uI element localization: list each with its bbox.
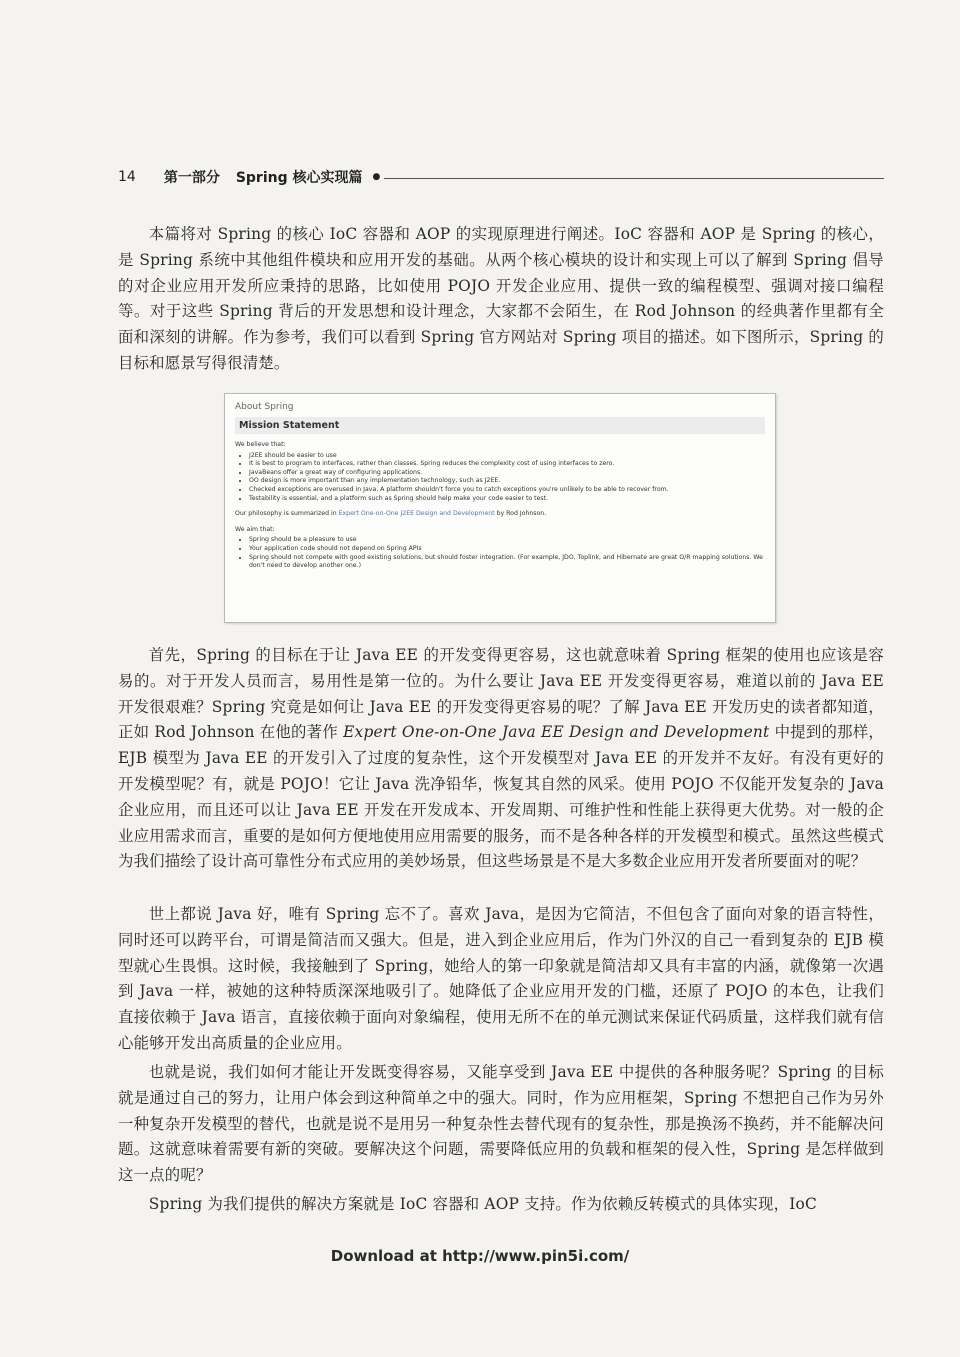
figure-aims-list [235,536,765,570]
list-item: • Testability is essential, and a platform such as Spring should help make your code easier to test. [249,495,765,504]
spring-mission-figure [224,393,776,623]
section-title: Spring 核心实现篇 [235,170,363,186]
book-title: Expert One-on-One Java EE Design and Development [343,723,770,742]
figure-heading: Mission Statement [235,417,765,434]
figure-title: About Spring [235,402,294,412]
paragraph-spring-goal-part1: 首先，Spring 的目标在于让 Java EE 的开发变得更容易，这也就意味着 Spring 框架的使用也应该是容易的。对于开发人员而言，易用性是第一位的。为什么要让 Java EE 开发变得更容易，难道以前的 Java EE 开发很艰难？Spring 究竟是如何让 Java EE 的开发变得更容易的呢？了解 Java EE 开发历史的读者都知道，正如 Rod Johnson 在他的著作 [118,646,884,742]
figure-beliefs-list [235,452,765,504]
philosophy-prefix: Our philosophy is summarized in [235,510,339,518]
list-item: • Checked exceptions are overused in Java. A platform shouldn't force you to catch exceptions you're unlikely to be able to recover from. [249,486,765,495]
paragraph-simplicity: 也就是说，我们如何才能让开发既变得容易，又能享受到 Java EE 中提供的各种服务呢？Spring 的目标就是通过自己的努力，让用户体会到这种简单之中的强大。同时，作为应用框架，Spring 不想把自己作为另外一种复杂开发模型的替代，也就是说不是用另一种复杂性去替代现有的复杂性，那是换汤不换药，并不能解决问题。这就意味着需要有新的突破。要解决这个问题，需要降低应用的负载和框架的侵入性，Spring 是怎样做到这一点的呢？ [118,1063,884,1185]
running-header [118,166,884,188]
paragraph-ioc-aop: Spring 为我们提供的解决方案就是 IoC 容器和 AOP 支持。作为依赖反转模式的具体实现，IoC [148,1195,817,1213]
part-title: 第一部分 [163,170,220,186]
list-item: • JavaBeans offer a great way of configuring applications. [249,469,765,478]
download-footer: Download at http://www.pin5i.com/ [330,1247,630,1265]
list-item: • Spring should be a pleasure to use [249,536,765,545]
philosophy-book-link[interactable]: Expert One-on-One J2EE Design and Development [338,510,495,518]
page-number: 14 [118,169,136,185]
bullet-icon: ● [372,172,381,182]
paragraph-intro: 本篇将对 Spring 的核心 IoC 容器和 AOP 的实现原理进行阐述。IoC 容器和 AOP 是 Spring 的核心，是 Spring 系统中其他组件模块和应用开发的基础。从两个核心模块的设计和实现上可以了解到 Spring 倡导的对企业应用开发所应秉持的思路，比如使用 POJO 开发企业应用、提供一致的编程模型、强调对接口编程等。对于这些 Spring 背后的开发思想和设计理念，大家都不会陌生，在 Rod Johnson 的经典著作里都有全面和深刻的讲解。作为参考，我们可以看到 Spring 官方网站对 Spring 项目的描述。如下图所示，Spring 的目标和愿景写得很清楚。 [118,225,884,372]
paragraph-java-spring: 世上都说 Java 好，唯有 Spring 忘不了。喜欢 Java，是因为它简洁，不但包含了面向对象的语言特性，同时还可以跨平台，可谓是简洁而又强大。但是，进入到企业应用后，作为门外汉的自己一看到复杂的 EJB 模型就心生畏惧。这时候，我接触到了 Spring，她给人的第一印象就是简洁却又具有丰富的内涵，就像第一次遇到 Java 一样，被她的这种特质深深地吸引了。她降低了企业应用开发的门槛，还原了 POJO 的本色，让我们直接依赖于 Java 语言，直接依赖于面向对象编程，使用无所不在的单元测试来保证代码质量，这样我们就有信心能够开发出高质量的企业应用。 [118,905,884,1052]
list-item: • Spring should not compete with good existing solutions, but should foster integration. (For example, JDO, Toplink, and Hibernate are great O/R mapping solutions. We don't need to develop another one.) [249,554,765,571]
list-item: • Your application code should not depend on Spring APIs [249,545,765,554]
list-item: • It is best to program to interfaces, rather than classes. Spring reduces the complexity cost of using interfaces to zero. [249,460,765,469]
figure-philosophy [235,510,765,519]
paragraph-spring-goal-part2: 中提到的那样，EJB 模型为 Java EE 的开发引入了过度的复杂性，这个开发模型对 Java EE 的开发并不友好。有没有更好的开发模型呢？有，就是 POJO！它让 Java 洗净铅华，恢复其自然的风采。使用 POJO 不仅能开发复杂的 Java 企业应用，而且还可以让 Java EE 开发在开发成本、开发周期、可维护性和性能上获得更大优势。对一般的企业应用需求而言，重要的是如何方便地使用应用需要的服务，而不是各种各样的开发模型和模式。虽然这些模式为我们描绘了设计高可靠性分布式应用的美妙场景，但这些场景是不是大多数企业应用开发者所要面对的呢？ [118,723,885,871]
paragraph-spring-goal [118,643,884,875]
header-rule [384,178,884,179]
figure-believe-intro: We believe that: [235,441,286,448]
list-item: • OO design is more important than any implementation technology, such as J2EE. [249,477,765,486]
philosophy-suffix: by Rod Johnson. [494,510,547,518]
list-item: • J2EE should be easier to use [249,452,765,461]
figure-aim-intro: We aim that: [235,525,275,533]
